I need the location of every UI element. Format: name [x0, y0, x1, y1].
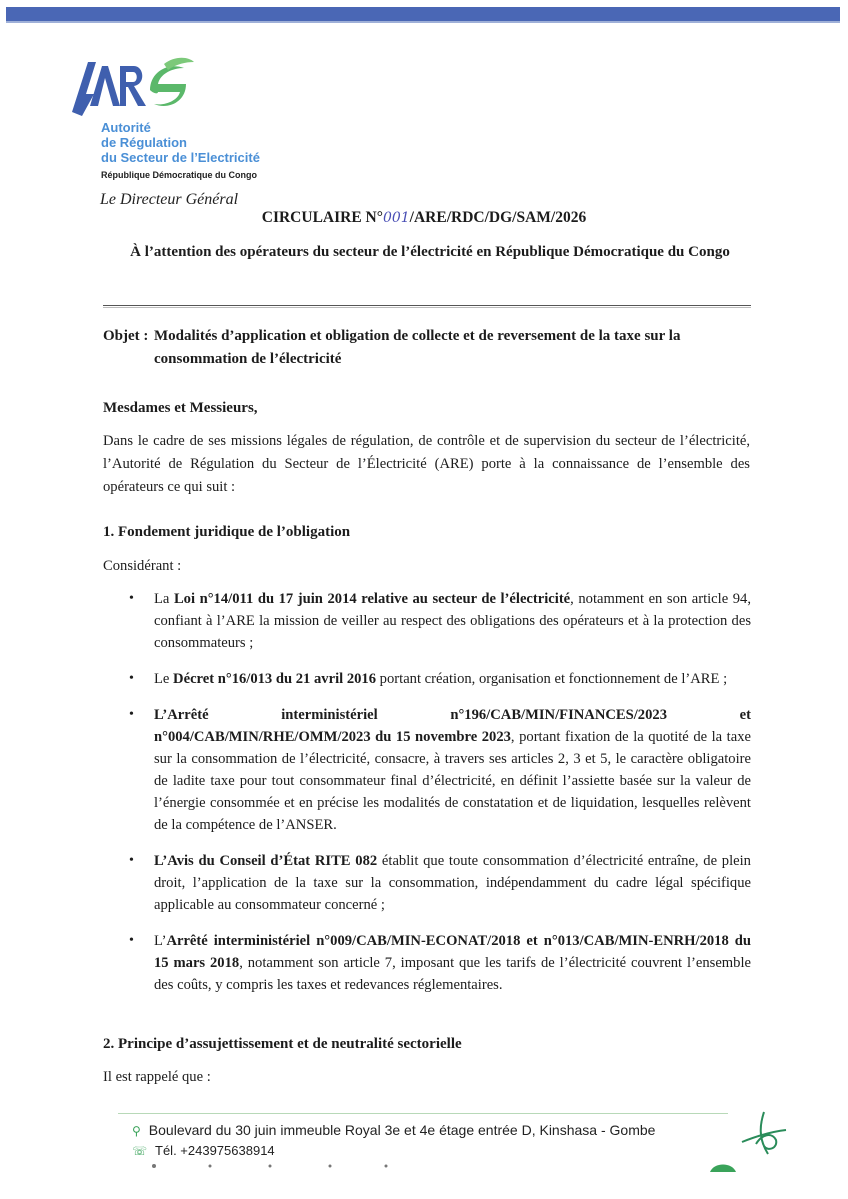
- footer-phone-text: Tél. +243975638914: [155, 1143, 275, 1158]
- phone-icon: ☏: [132, 1144, 148, 1158]
- section-1-lead: Considérant :: [103, 558, 182, 574]
- circular-prefix: CIRCULAIRE N°: [261, 209, 383, 226]
- footer-address: [132, 1122, 655, 1138]
- bullet-icon: •: [129, 933, 134, 948]
- top-blue-band: [6, 7, 840, 21]
- handwritten-initials: [738, 1108, 790, 1158]
- organization-name: [101, 120, 260, 165]
- list-item: • L’Arrêté interministériel n°009/CAB/MIN-ECONAT/2018 et n°013/CAB/MIN-ENRH/2018 du 15 mars 2018, notamment son article 7, imposant que les tarifs de l’électricité couvrent l’ensemble des coûts, y compris les taxes et redevances réglementaires.: [131, 930, 751, 996]
- circular-suffix: /ARE/RDC/DG/SAM/2026: [409, 209, 587, 226]
- legal-basis-list: [131, 588, 751, 1010]
- are-logo: [68, 54, 198, 116]
- bullet-icon: •: [129, 591, 134, 606]
- bullet-icon: •: [129, 671, 134, 686]
- footer-phone: [132, 1143, 275, 1158]
- list-item: • L’Arrêté interministériel n°196/CAB/MIN/FINANCES/2023 et n°004/CAB/MIN/RHE/OMM/2023 du 15 novembre 2023, portant fixation de la quotité de la taxe sur la consommation de l’électricité, consacre, à travers ses articles 2, 3 et 5, le caractère obligatoire de ladite taxe pour tout consommateur final d’électricité, en définit l’assiette basée sur la valeur de l’énergie consommée et en précise les modalités de constatation et de liquidation, lesquelles relèvent de la compétence de l’ANSER.: [131, 704, 751, 836]
- list-item: • L’Avis du Conseil d’État RITE 082 établit que toute consommation d’électricité entraîne, de plein droit, l’application de la taxe sur la consommation, indépendamment du cadre légal spécifique applicable au consommateur concerné ;: [131, 850, 751, 916]
- subject-line-1: Modalités d’application et obligation de collecte et de reversement de la taxe sur la: [154, 328, 681, 344]
- section-1-heading: 1. Fondement juridique de l’obligation: [103, 524, 351, 540]
- list-item: • Le Décret n°16/013 du 21 avril 2016 portant création, organisation et fonctionnement de l’ARE ;: [131, 668, 751, 690]
- org-country: République Démocratique du Congo: [101, 170, 258, 180]
- subject-label: Objet :: [103, 328, 149, 344]
- attention-line: À l’attention des opérateurs du secteur de l’électricité en République Démocratique du Congo: [130, 244, 730, 260]
- circular-number-handwritten: 001: [382, 210, 410, 226]
- divider-shadow: [103, 307, 751, 308]
- salutation: Mesdames et Messieurs,: [103, 400, 258, 416]
- org-line-2: de Régulation: [101, 135, 187, 150]
- cut-off-footer-line: [150, 1163, 390, 1169]
- subject-block: [103, 325, 753, 371]
- subject-line-2: consommation de l’électricité: [154, 351, 342, 367]
- top-band-edge: [6, 21, 840, 23]
- org-line-1: Autorité: [101, 120, 151, 135]
- list-item: • La Loi n°14/011 du 17 juin 2014 relative au secteur de l’électricité, notamment en son article 94, confiant à l’ARE la mission de veiller au respect des obligations des opérateurs et à la protection des consommateurs ;: [131, 588, 751, 654]
- section-2-lead: Il est rappelé que :: [103, 1069, 211, 1085]
- footer-green-mark: [708, 1160, 738, 1172]
- signatory-title: Le Directeur Général: [100, 191, 239, 208]
- footer-divider: [118, 1113, 728, 1114]
- circular-reference: [0, 209, 848, 227]
- bullet-icon: •: [129, 707, 134, 722]
- footer-address-text: Boulevard du 30 juin immeuble Royal 3e et 4e étage entrée D, Kinshasa - Gombe: [148, 1122, 656, 1138]
- org-line-3: du Secteur de l’Electricité: [101, 150, 260, 165]
- section-2-heading: 2. Principe d’assujettissement et de neutralité sectorielle: [103, 1036, 462, 1052]
- location-pin-icon: ⚲: [132, 1124, 141, 1138]
- intro-paragraph: Dans le cadre de ses missions légales de régulation, de contrôle et de supervision du secteur de l’électricité, l’Autorité de Régulation du Secteur de l’Électricité (ARE) porte à la connaissance de l’ensemble des opérateurs ce qui suit :: [103, 433, 750, 495]
- bullet-icon: •: [129, 853, 134, 868]
- divider: [103, 305, 751, 306]
